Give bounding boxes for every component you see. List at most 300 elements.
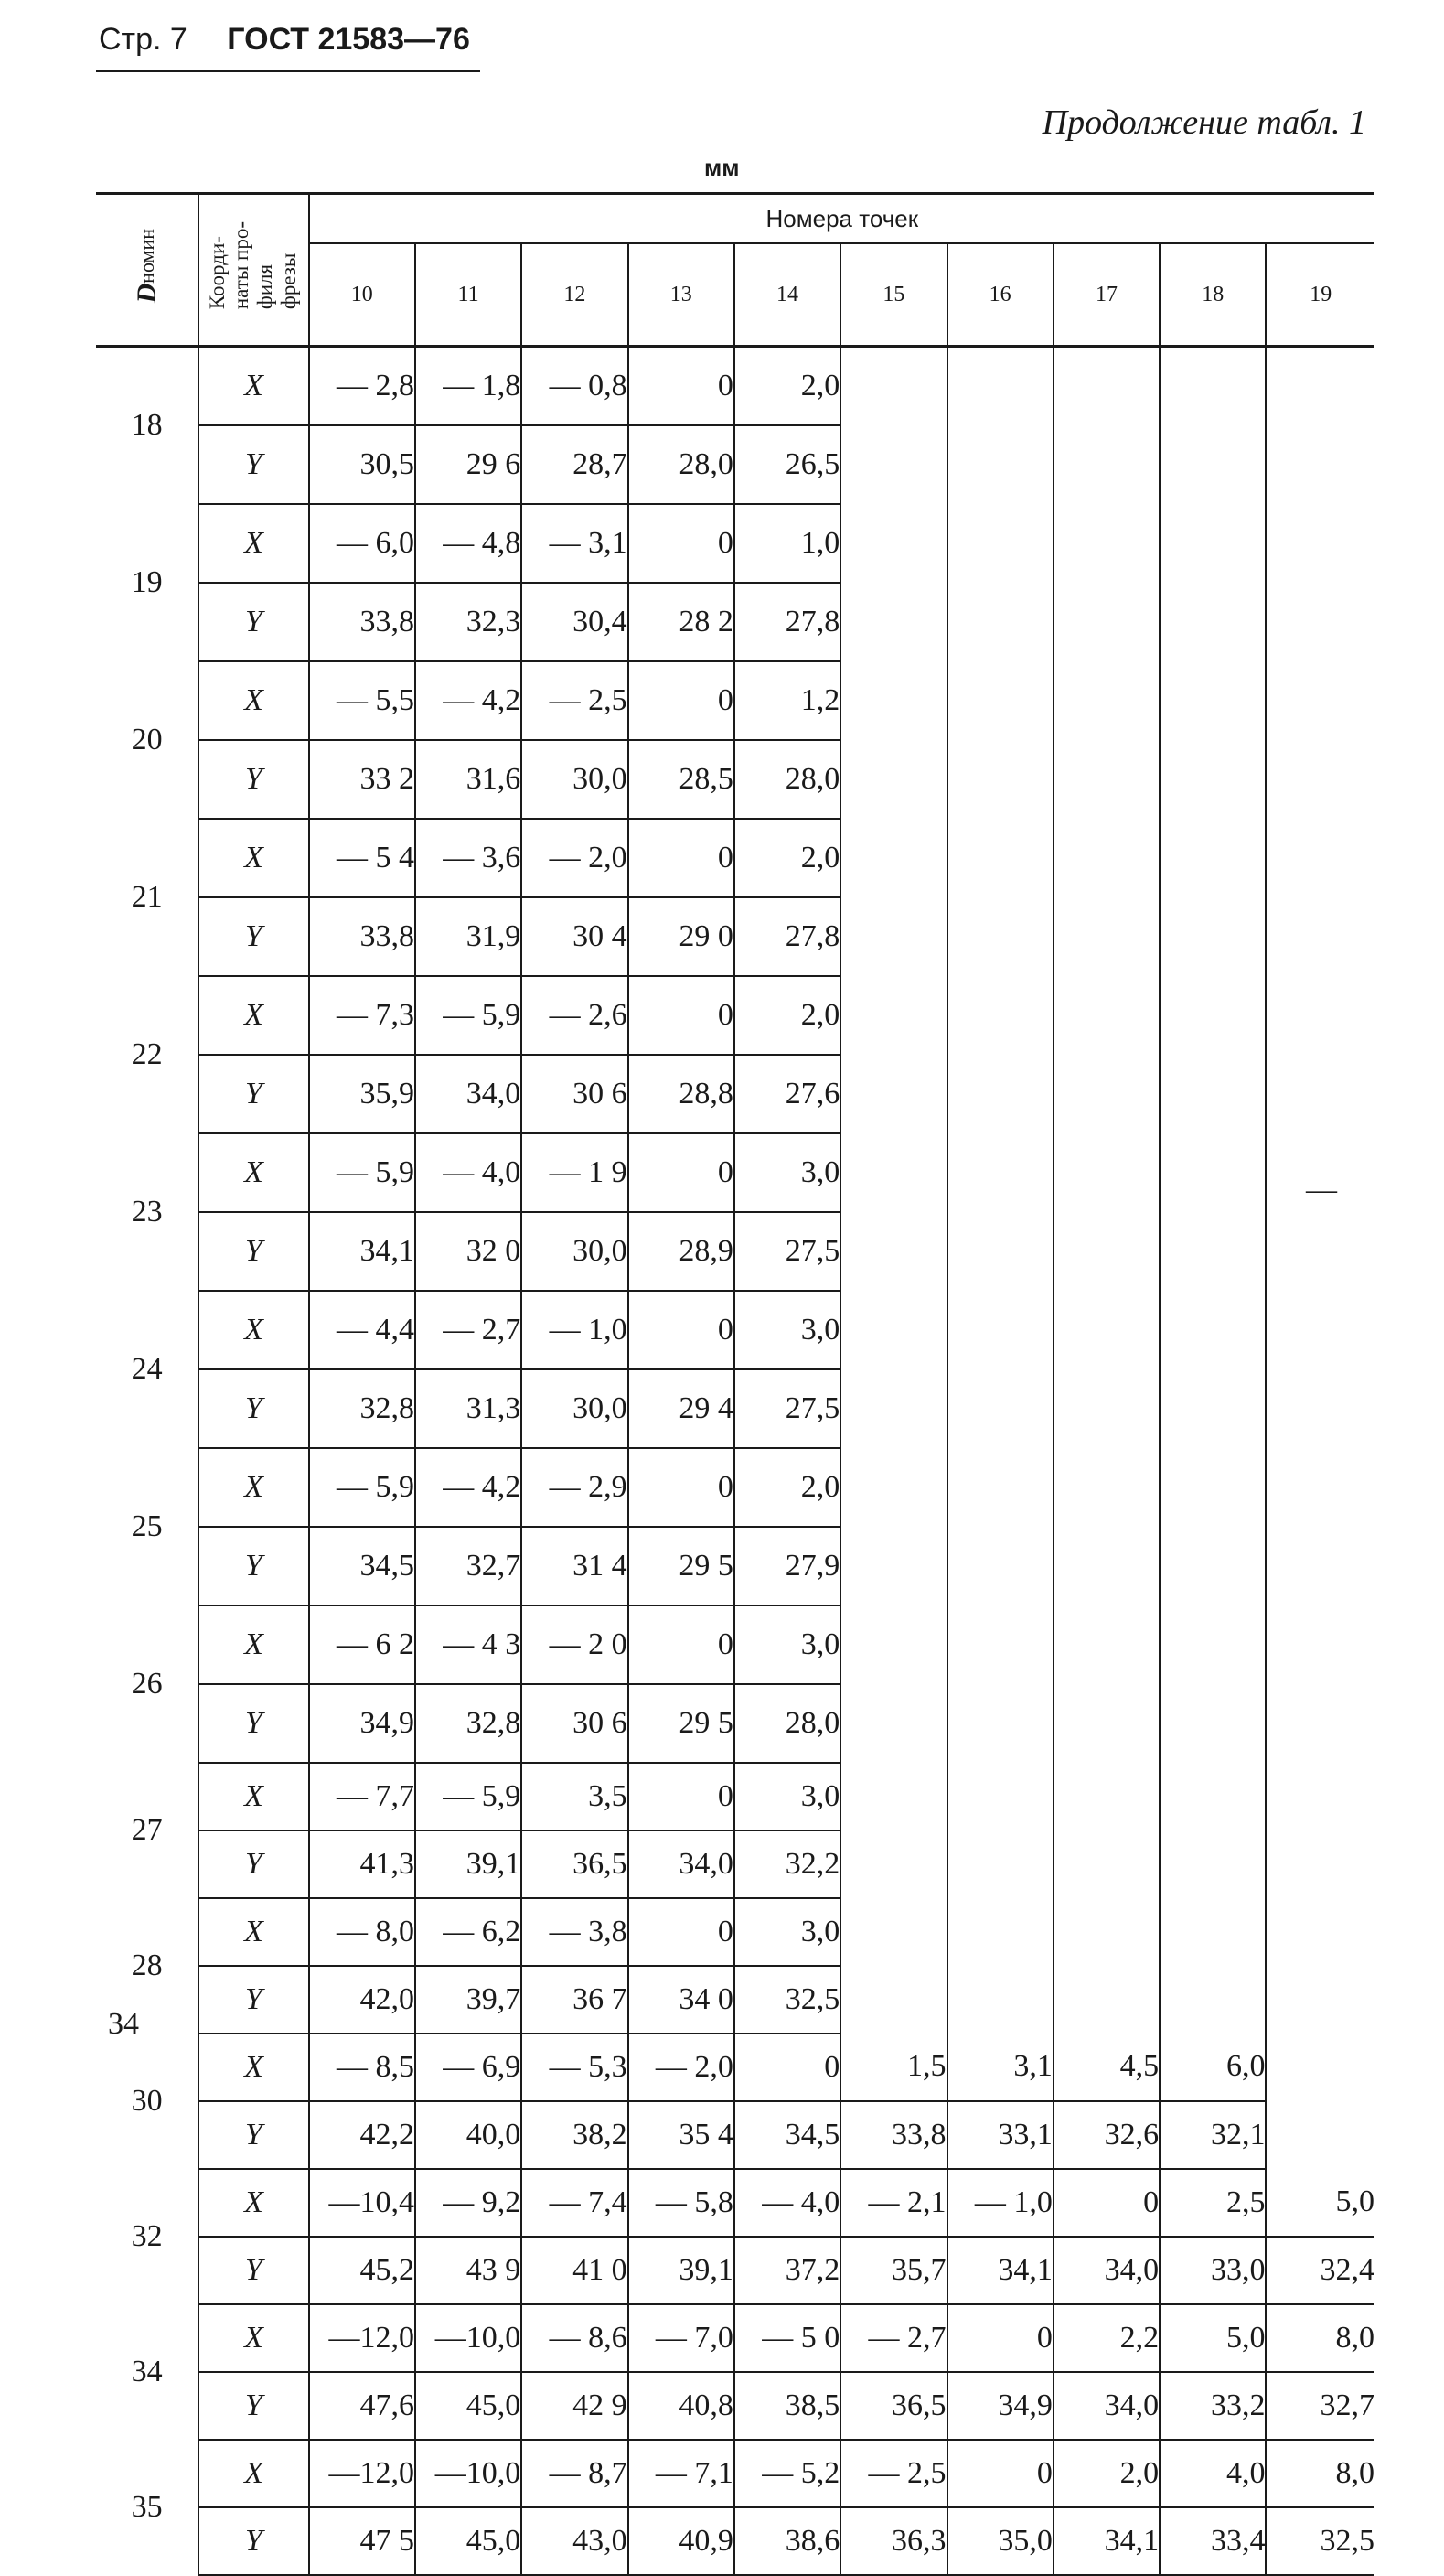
- coordinate-value: 42,2: [309, 2101, 415, 2169]
- nominal-diameter-header: Dномин: [96, 194, 198, 347]
- table-row: [96, 1369, 1374, 1448]
- coordinate-value: 43,0: [521, 2507, 627, 2575]
- coordinate-value: [947, 1966, 1054, 2034]
- coordinate-value: [1160, 1605, 1266, 1684]
- coordinate-value: 2,5: [1160, 2169, 1266, 2237]
- point-number-header: 16: [947, 243, 1054, 347]
- coordinate-value: 39,7: [415, 1966, 521, 2034]
- nominal-diameter-cell: 32: [96, 2169, 198, 2304]
- axis-label-y: Y: [198, 1830, 308, 1898]
- axis-label-y: Y: [198, 1684, 308, 1763]
- coordinate-value: 0: [628, 819, 734, 897]
- coordinate-value: 2,0: [734, 976, 840, 1055]
- coordinate-value: [1160, 1830, 1266, 1898]
- coordinate-value: — 1 9: [521, 1133, 627, 1212]
- coordinate-value: [1266, 425, 1374, 504]
- coordinate-value: 0: [628, 976, 734, 1055]
- coordinate-value: [840, 1605, 947, 1684]
- coordinate-value: [1054, 347, 1160, 425]
- coordinate-value: — 3,8: [521, 1898, 627, 1966]
- coordinate-value: 38,6: [734, 2507, 840, 2575]
- coordinate-value: [1266, 347, 1374, 425]
- coordinate-value: [1266, 1448, 1374, 1527]
- axis-label-y: Y: [198, 897, 308, 976]
- coordinate-value: [1054, 583, 1160, 661]
- coordinate-value: 32,2: [734, 1830, 840, 1898]
- coordinate-value: 4,5: [1054, 2034, 1160, 2101]
- coordinate-value: [947, 504, 1054, 583]
- coordinate-value: [1054, 425, 1160, 504]
- nominal-diameter-cell: 19: [96, 504, 198, 661]
- coordinate-value: 32,5: [734, 1966, 840, 2034]
- table-row: [96, 1763, 1374, 1830]
- coordinate-value: 5,0: [1266, 2169, 1374, 2237]
- coordinate-value: 32,3: [415, 583, 521, 661]
- coordinate-value: 42 9: [521, 2372, 627, 2440]
- coordinate-value: 36,3: [840, 2507, 947, 2575]
- coordinate-value: 2,0: [734, 1448, 840, 1527]
- coordinate-value: 29 5: [628, 1527, 734, 1605]
- coordinate-value: 3,0: [734, 1898, 840, 1966]
- coordinate-value: [840, 1448, 947, 1527]
- coordinate-value: — 5 0: [734, 2304, 840, 2372]
- coordinate-value: — 5,9: [415, 1763, 521, 1830]
- coordinate-value: [1160, 504, 1266, 583]
- coordinate-value: 2,0: [734, 347, 840, 425]
- coordinate-value: 29 0: [628, 897, 734, 976]
- coordinate-value: 45,0: [415, 2507, 521, 2575]
- coordinate-value: [1160, 1133, 1266, 1212]
- coordinate-value: — 2,5: [521, 661, 627, 740]
- empty-cells-dash: —: [1306, 1173, 1337, 1207]
- coordinate-value: [947, 425, 1054, 504]
- coordinate-value: 40,0: [415, 2101, 521, 2169]
- coordinate-value: [1054, 897, 1160, 976]
- page-label: Стр. 7: [99, 22, 187, 57]
- coordinate-value: — 7,3: [309, 976, 415, 1055]
- coordinate-value: 30,0: [521, 1369, 627, 1448]
- coordinate-value: [1160, 819, 1266, 897]
- coordinate-value: — 4,0: [415, 1133, 521, 1212]
- axis-label-y: Y: [198, 1966, 308, 2034]
- coordinate-value: — 3,6: [415, 819, 521, 897]
- coordinate-value: — 5,9: [309, 1133, 415, 1212]
- coordinate-value: [1266, 661, 1374, 740]
- coordinate-value: 45,2: [309, 2237, 415, 2304]
- table-continuation-caption: Продолжение табл. 1: [1042, 103, 1366, 142]
- nominal-diameter-cell: 22: [96, 976, 198, 1133]
- coordinate-value: — 2,8: [309, 347, 415, 425]
- coordinate-value: [1266, 1291, 1374, 1369]
- coordinate-value: 34,1: [309, 1212, 415, 1291]
- coordinate-value: 34,9: [309, 1684, 415, 1763]
- coordinate-value: [1054, 1830, 1160, 1898]
- axis-label-x: X: [198, 661, 308, 740]
- coordinate-value: — 2,1: [840, 2169, 947, 2237]
- coordinate-value: [840, 1527, 947, 1605]
- coordinate-value: 40,8: [628, 2372, 734, 2440]
- point-number-header: 15: [840, 243, 947, 347]
- coordinate-value: 32,1: [1160, 2101, 1266, 2169]
- units-label: мм: [704, 154, 740, 181]
- table-row: [96, 2507, 1374, 2575]
- coordinate-value: 35 4: [628, 2101, 734, 2169]
- coordinate-value: 3,0: [734, 1291, 840, 1369]
- coordinate-value: [1160, 1966, 1266, 2034]
- coordinate-value: [1160, 976, 1266, 1055]
- coordinate-value: 29 5: [628, 1684, 734, 1763]
- coordinate-value: [947, 1448, 1054, 1527]
- coordinate-value: [1266, 819, 1374, 897]
- coordinate-value: — 6,9: [415, 2034, 521, 2101]
- table-row: [96, 1605, 1374, 1684]
- table-row: [96, 1291, 1374, 1369]
- axis-label-y: Y: [198, 1527, 308, 1605]
- axis-label-x: X: [198, 1448, 308, 1527]
- coordinate-value: [840, 1830, 947, 1898]
- coordinate-value: 32,7: [1266, 2372, 1374, 2440]
- nominal-diameter-cell: 18: [96, 347, 198, 504]
- coordinate-value: — 7,0: [628, 2304, 734, 2372]
- coordinate-value: 3,0: [734, 1763, 840, 1830]
- coordinate-value: 3,0: [734, 1605, 840, 1684]
- nominal-diameter-cell: 20: [96, 661, 198, 819]
- coordinate-value: [1266, 1684, 1374, 1763]
- coordinate-value: 45,0: [415, 2372, 521, 2440]
- coordinate-value: — 7,4: [521, 2169, 627, 2237]
- axis-label-x: X: [198, 1763, 308, 1830]
- coordinate-value: 33,8: [309, 897, 415, 976]
- coordinate-value: — 8,7: [521, 2440, 627, 2507]
- coordinate-value: 27,5: [734, 1369, 840, 1448]
- coordinate-value: [1266, 1763, 1374, 1830]
- coordinate-value: [840, 347, 947, 425]
- coordinate-value: [947, 1369, 1054, 1448]
- coordinate-value: [947, 1133, 1054, 1212]
- coordinate-value: 31 4: [521, 1527, 627, 1605]
- coordinate-value: [1160, 1448, 1266, 1527]
- coordinate-value: 30,0: [521, 740, 627, 819]
- coordinate-value: [1054, 740, 1160, 819]
- coordinate-value: 0: [947, 2304, 1054, 2372]
- coordinate-value: 2,0: [1054, 2440, 1160, 2507]
- table-row: [96, 1898, 1374, 1966]
- coordinate-value: [1160, 1684, 1266, 1763]
- coordinate-value: 34,1: [947, 2237, 1054, 2304]
- coordinate-value: 33,2: [1160, 2372, 1266, 2440]
- axis-label-x: X: [198, 1291, 308, 1369]
- coordinate-value: — 2,5: [840, 2440, 947, 2507]
- axis-label-x: X: [198, 1605, 308, 1684]
- table-row: [96, 897, 1374, 976]
- coordinate-value: [840, 1055, 947, 1133]
- coordinate-value: — 1,0: [521, 1291, 627, 1369]
- coordinate-value: [947, 1527, 1054, 1605]
- table-row: [96, 1684, 1374, 1763]
- coordinate-value: 38,5: [734, 2372, 840, 2440]
- coordinate-value: [1160, 425, 1266, 504]
- coordinate-value: — 8,5: [309, 2034, 415, 2101]
- coordinate-value: — 8,6: [521, 2304, 627, 2372]
- coordinate-value: 39,1: [628, 2237, 734, 2304]
- coordinate-value: — 2,9: [521, 1448, 627, 1527]
- coordinate-value: [840, 583, 947, 661]
- coordinate-value: 33,8: [309, 583, 415, 661]
- coordinate-value: — 8,0: [309, 1898, 415, 1966]
- coordinate-value: [1266, 1898, 1374, 1966]
- coordinate-value: 47,6: [309, 2372, 415, 2440]
- axis-label-x: X: [198, 1133, 308, 1212]
- coordinate-value: 41,3: [309, 1830, 415, 1898]
- axis-label-x: X: [198, 504, 308, 583]
- table-row: [96, 2440, 1374, 2507]
- coordinate-value: — 6,2: [415, 1898, 521, 1966]
- coordinate-value: [947, 1684, 1054, 1763]
- coordinate-value: 0: [1054, 2169, 1160, 2237]
- coordinate-value: [1266, 897, 1374, 976]
- table-row: [96, 2304, 1374, 2372]
- coordinate-value: [1054, 1898, 1160, 1966]
- axis-label-x: X: [198, 976, 308, 1055]
- coordinate-value: 40,9: [628, 2507, 734, 2575]
- coordinate-value: — 5,5: [309, 661, 415, 740]
- coordinate-value: [840, 425, 947, 504]
- table-row: [96, 661, 1374, 740]
- coordinate-value: — 4,8: [415, 504, 521, 583]
- coordinate-value: 27,5: [734, 1212, 840, 1291]
- coordinate-value: [840, 504, 947, 583]
- table-row: [96, 1966, 1374, 2034]
- table-row: [96, 425, 1374, 504]
- coordinate-value: — 4,2: [415, 661, 521, 740]
- nominal-diameter-cell: 23: [96, 1133, 198, 1291]
- coordinate-value: [1054, 819, 1160, 897]
- coordinate-value: [947, 819, 1054, 897]
- coordinate-value: 33,4: [1160, 2507, 1266, 2575]
- coordinate-value: — 5,9: [309, 1448, 415, 1527]
- coordinate-value: [947, 1830, 1054, 1898]
- profile-coordinates-header: Коорди- наты про- филя фрезы: [198, 194, 308, 347]
- coordinate-value: — 6 2: [309, 1605, 415, 1684]
- coordinates-table: [96, 192, 1374, 2576]
- coordinate-value: 33,8: [840, 2101, 947, 2169]
- coordinate-value: — 2 0: [521, 1605, 627, 1684]
- coordinate-value: 47 5: [309, 2507, 415, 2575]
- axis-label-x: X: [198, 2169, 308, 2237]
- coordinate-value: 34,1: [1054, 2507, 1160, 2575]
- coordinate-value: 34,0: [1054, 2237, 1160, 2304]
- coordinate-value: [1266, 976, 1374, 1055]
- coordinate-value: [840, 1763, 947, 1830]
- coordinate-value: [840, 1684, 947, 1763]
- coordinate-value: [1266, 1212, 1374, 1291]
- table-row: [96, 2169, 1374, 2237]
- axis-label-y: Y: [198, 1212, 308, 1291]
- coordinate-value: [1160, 661, 1266, 740]
- coordinate-value: 32 0: [415, 1212, 521, 1291]
- coordinate-value: [840, 1369, 947, 1448]
- coordinate-value: 2,2: [1054, 2304, 1160, 2372]
- coordinate-value: 34,0: [415, 1055, 521, 1133]
- coordinate-value: —12,0: [309, 2304, 415, 2372]
- page-number: 34: [108, 2007, 139, 2041]
- coordinate-value: 30,4: [521, 583, 627, 661]
- coordinate-value: 29 4: [628, 1369, 734, 1448]
- coordinate-value: [840, 1966, 947, 2034]
- coordinate-value: 34,5: [734, 2101, 840, 2169]
- coordinate-value: 37,2: [734, 2237, 840, 2304]
- table-row: [96, 1055, 1374, 1133]
- point-number-header: 19: [1266, 243, 1374, 347]
- coordinate-value: [840, 1212, 947, 1291]
- coordinate-value: — 4,0: [734, 2169, 840, 2237]
- coordinate-value: [1160, 1291, 1266, 1369]
- coordinate-value: 27,6: [734, 1055, 840, 1133]
- axis-label-y: Y: [198, 2237, 308, 2304]
- axis-label-y: Y: [198, 1369, 308, 1448]
- coordinate-value: 30 4: [521, 897, 627, 976]
- table-row: [96, 2237, 1374, 2304]
- coordinate-value: 5,0: [1160, 2304, 1266, 2372]
- coordinate-value: [947, 583, 1054, 661]
- coordinate-value: [947, 661, 1054, 740]
- coordinate-value: [840, 1133, 947, 1212]
- coordinate-value: [1054, 1966, 1160, 2034]
- coordinate-value: —12,0: [309, 2440, 415, 2507]
- coordinate-value: 31,9: [415, 897, 521, 976]
- nominal-diameter-cell: 24: [96, 1291, 198, 1448]
- coordinate-value: [840, 661, 947, 740]
- coordinate-value: [1054, 661, 1160, 740]
- nominal-diameter-cell: 28: [96, 1898, 198, 2034]
- point-number-header: 17: [1054, 243, 1160, 347]
- coordinate-value: 6,0: [1160, 2034, 1266, 2101]
- coordinate-value: — 2,7: [840, 2304, 947, 2372]
- coordinate-value: 33,0: [1160, 2237, 1266, 2304]
- coordinate-value: 27,9: [734, 1527, 840, 1605]
- coordinate-value: [947, 897, 1054, 976]
- coordinate-value: 28 2: [628, 583, 734, 661]
- table-row: [96, 2101, 1374, 2169]
- axis-label-y: Y: [198, 740, 308, 819]
- axis-label-x: X: [198, 819, 308, 897]
- coordinate-value: 27,8: [734, 897, 840, 976]
- axis-label-x: X: [198, 347, 308, 425]
- coordinate-value: 41 0: [521, 2237, 627, 2304]
- nominal-diameter-cell: 25: [96, 1448, 198, 1605]
- coordinate-value: [1266, 1830, 1374, 1898]
- coordinate-value: [840, 1291, 947, 1369]
- coordinate-value: [947, 1605, 1054, 1684]
- coordinate-value: 30,0: [521, 1212, 627, 1291]
- axis-label-y: Y: [198, 583, 308, 661]
- coordinate-value: 42,0: [309, 1966, 415, 2034]
- page-header: [99, 22, 470, 58]
- coordinate-value: — 9,2: [415, 2169, 521, 2237]
- coordinate-value: 32,8: [309, 1369, 415, 1448]
- coordinate-value: [1266, 1369, 1374, 1448]
- coordinate-value: 43 9: [415, 2237, 521, 2304]
- coordinate-value: — 4,4: [309, 1291, 415, 1369]
- table-row: [96, 583, 1374, 661]
- coordinate-value: — 0,8: [521, 347, 627, 425]
- coordinate-value: [1160, 1212, 1266, 1291]
- coordinate-value: 8,0: [1266, 2440, 1374, 2507]
- coordinate-value: 32,7: [415, 1527, 521, 1605]
- coordinate-value: [947, 740, 1054, 819]
- axis-label-y: Y: [198, 2101, 308, 2169]
- coordinate-value: 28,5: [628, 740, 734, 819]
- coordinate-value: [1160, 583, 1266, 661]
- coordinate-value: [1266, 1055, 1374, 1133]
- coordinate-value: [1054, 1369, 1160, 1448]
- coordinate-value: 35,7: [840, 2237, 947, 2304]
- nominal-diameter-cell: 26: [96, 1605, 198, 1763]
- coordinate-value: —10,4: [309, 2169, 415, 2237]
- coordinate-value: 32,8: [415, 1684, 521, 1763]
- coordinate-value: — 2,6: [521, 976, 627, 1055]
- coordinate-value: [1054, 1448, 1160, 1527]
- axis-label-y: Y: [198, 1055, 308, 1133]
- coordinate-value: — 1,0: [947, 2169, 1054, 2237]
- coordinate-value: — 1,8: [415, 347, 521, 425]
- coordinate-value: 0: [628, 661, 734, 740]
- coordinate-value: 28,7: [521, 425, 627, 504]
- coordinate-value: [947, 976, 1054, 1055]
- coordinate-value: [1160, 740, 1266, 819]
- coordinate-value: 0: [628, 1133, 734, 1212]
- coordinate-value: 2,0: [734, 819, 840, 897]
- coordinate-value: 30,5: [309, 425, 415, 504]
- coordinate-value: 35,0: [947, 2507, 1054, 2575]
- table-row: [96, 976, 1374, 1055]
- coordinate-value: [1266, 2034, 1374, 2101]
- coordinate-value: 3,1: [947, 2034, 1054, 2101]
- coordinate-value: [1160, 1369, 1266, 1448]
- point-number-header: 10: [309, 243, 415, 347]
- coordinate-value: 34,9: [947, 2372, 1054, 2440]
- coordinate-value: [1160, 897, 1266, 976]
- coordinate-value: 36,5: [840, 2372, 947, 2440]
- coordinate-value: [1054, 976, 1160, 1055]
- coordinate-value: 3,0: [734, 1133, 840, 1212]
- coordinate-value: 0: [628, 504, 734, 583]
- coordinate-value: 1,2: [734, 661, 840, 740]
- coordinate-value: 34 0: [628, 1966, 734, 2034]
- coordinate-value: [1160, 1055, 1266, 1133]
- coordinate-value: [1266, 740, 1374, 819]
- coordinate-value: 35,9: [309, 1055, 415, 1133]
- coordinate-value: 31,3: [415, 1369, 521, 1448]
- point-number-header: 13: [628, 243, 734, 347]
- coordinate-value: 0: [734, 2034, 840, 2101]
- coordinate-value: [1266, 1605, 1374, 1684]
- coordinate-value: [840, 897, 947, 976]
- coordinate-value: 1,5: [840, 2034, 947, 2101]
- nominal-diameter-cell: 21: [96, 819, 198, 976]
- coordinate-value: — 5 4: [309, 819, 415, 897]
- coordinate-value: [1160, 1898, 1266, 1966]
- coordinate-value: [1054, 1133, 1160, 1212]
- coordinate-value: [840, 976, 947, 1055]
- coordinate-value: 36 7: [521, 1966, 627, 2034]
- table-row: [96, 740, 1374, 819]
- coordinate-value: 26,5: [734, 425, 840, 504]
- axis-label-x: X: [198, 2304, 308, 2372]
- axis-label-y: Y: [198, 2372, 308, 2440]
- coordinate-value: [947, 1055, 1054, 1133]
- coordinate-value: 4,0: [1160, 2440, 1266, 2507]
